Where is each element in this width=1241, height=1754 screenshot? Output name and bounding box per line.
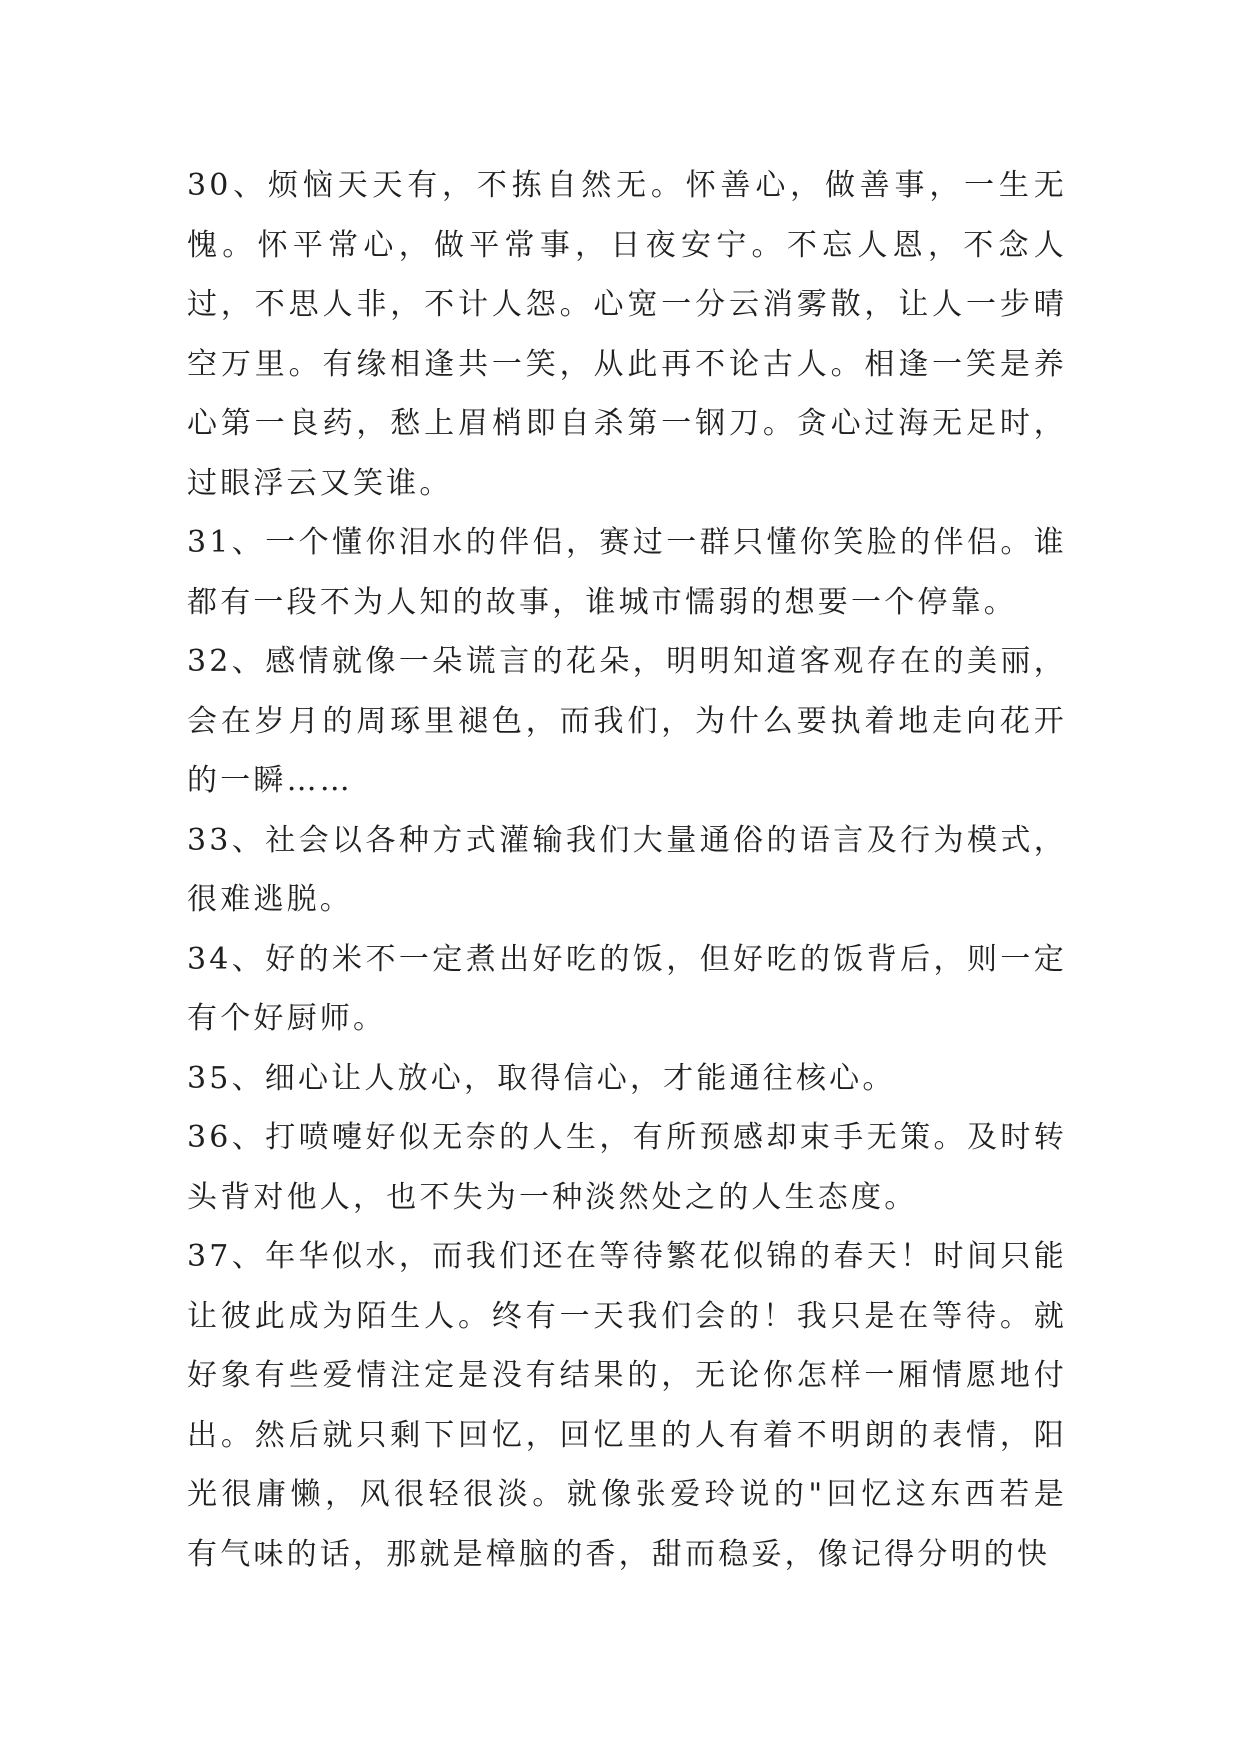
document-body bbox=[187, 156, 1067, 1584]
paragraph-35: 35、细心让人放心，取得信心，才能通往核心。 bbox=[187, 1060, 896, 1096]
paragraph-31: 31、一个懂你泪水的伴侣，赛过一群只懂你笑脸的伴侣。谁都有一段不为人知的故事，谁城市懦弱的想要一个停靠。 bbox=[187, 525, 1067, 620]
paragraph-30: 30、烦恼天天有，不拣自然无。怀善心，做善事，一生无愧。怀平常心，做平常事，日夜安宁。不忘人恩，不念人过，不思人非，不计人怨。心宽一分云消雾散，让人一步晴空万里。有缘相逢共一笑，从此再不论古人。相逢一笑是养心第一良药，愁上眉梢即自杀第一钢刀。贪心过海无足时，过眼浮云又笑谁。 bbox=[187, 168, 1067, 501]
paragraph-37: 37、年华似水，而我们还在等待繁花似锦的春天！时间只能让彼此成为陌生人。终有一天我们会的！我只是在等待。就好象有些爱情注定是没有结果的，无论你怎样一厢情愿地付出。然后就只剩下回忆，回忆里的人有着不明朗的表情，阳光很庸懒，风很轻很淡。就像张爱玲说的"回忆这东西若是有气味的话，那就是樟脑的香，甜而稳妥，像记得分明的快 bbox=[187, 1239, 1067, 1572]
paragraph-32: 32、感情就像一朵谎言的花朵，明明知道客观存在的美丽，会在岁月的周琢里褪色，而我们，为什么要执着地走向花开的一瞬…… bbox=[187, 644, 1067, 798]
paragraph-33: 33、社会以各种方式灌输我们大量通俗的语言及行为模式，很难逃脱。 bbox=[187, 822, 1067, 917]
paragraph-36: 36、打喷嚏好似无奈的人生，有所预感却束手无策。及时转头背对他人，也不失为一种淡然处之的人生态度。 bbox=[187, 1120, 1067, 1215]
paragraph-34: 34、好的米不一定煮出好吃的饭，但好吃的饭背后，则一定有个好厨师。 bbox=[187, 941, 1067, 1036]
